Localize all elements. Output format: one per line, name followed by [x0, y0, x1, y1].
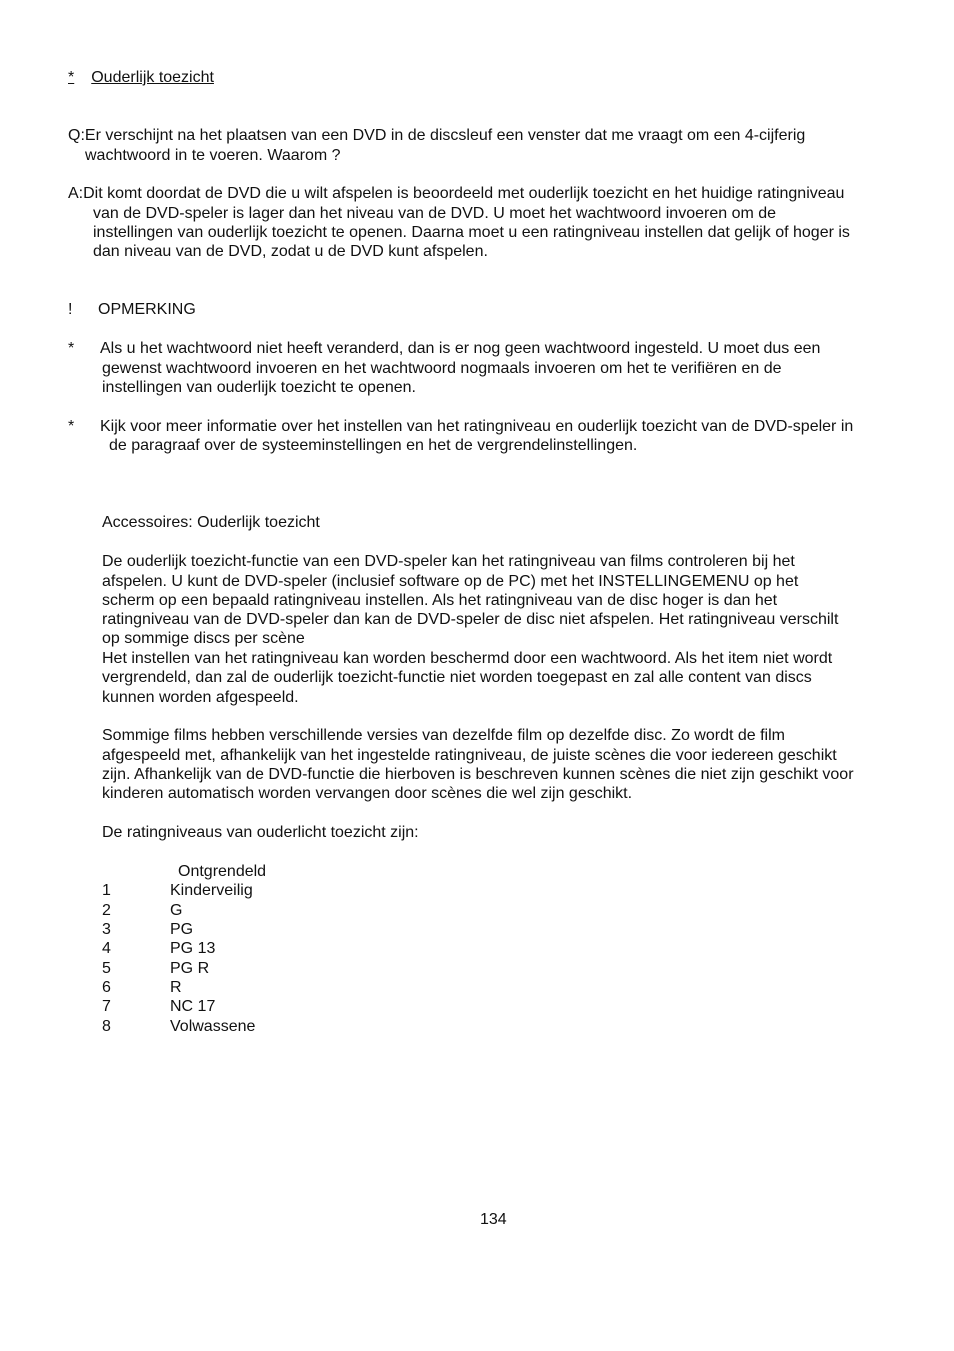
rating-number: 1: [102, 882, 111, 899]
heading-bullet: *: [68, 69, 75, 86]
accessories-title: Accessoires: Ouderlijk toezicht: [102, 514, 320, 531]
rating-label: Kinderveilig: [170, 882, 253, 899]
answer-line-2: van de DVD-speler is lager dan het niveau van de DVD. U moet het wachtwoord invoeren om de: [93, 205, 777, 222]
question-line-2: wachtwoord in te voeren. Waarom ?: [85, 147, 341, 164]
note-item-1-line-1: Als u het wachtwoord niet heeft veranderd, dan is er nog geen wachtwoord ingesteld. U moet dus een: [100, 340, 821, 357]
accessories-p1-line-1: De ouderlijk toezicht-functie van een DVD-speler kan het ratingniveau van films controleren bij het: [102, 553, 795, 570]
note-item-1-line-3: instellingen van ouderlijk toezicht te openen.: [102, 379, 416, 396]
note-item-2-line-2: de paragraaf over de systeeminstellingen en het de vergrendelinstellingen.: [109, 437, 638, 454]
rating-number: 7: [102, 998, 111, 1015]
rating-unlocked: Ontgrendeld: [178, 863, 267, 880]
rating-label: G: [170, 902, 183, 919]
question-line-1: Q:Er verschijnt na het plaatsen van een DVD in de discsleuf een venster dat me vraagt om een 4-cijferig: [68, 127, 806, 144]
rating-number: 2: [102, 902, 111, 919]
note-title: OPMERKING: [98, 301, 196, 318]
page-number: 134: [480, 1211, 507, 1228]
accessories-p2-line-2: afgespeeld met, afhankelijk van het ingestelde ratingniveau, de juiste scènes die voor iedereen geschikt: [102, 747, 837, 764]
levels-intro: De ratingniveaus van ouderlicht toezicht zijn:: [102, 824, 419, 841]
accessories-p1-line-5: op sommige discs per scène: [102, 630, 305, 647]
rating-label: PG: [170, 921, 194, 938]
note-bullet-1: *: [68, 340, 75, 357]
rating-label: R: [170, 979, 182, 996]
accessories-p2-line-3: zijn. Afhankelijk van de DVD-functie die hierboven is beschreven kunnen scènes die niet zijn geschikt voor: [102, 766, 854, 783]
rating-number: 8: [102, 1018, 111, 1035]
rating-number: 5: [102, 960, 111, 977]
rating-label: PG 13: [170, 940, 216, 957]
answer-line-4: dan niveau van de DVD, zodat u de DVD kunt afspelen.: [93, 243, 488, 260]
accessories-p1-line-6: Het instellen van het ratingniveau kan worden beschermd door een wachtwoord. Als het item niet wordt: [102, 650, 833, 667]
note-item-1-line-2: gewenst wachtwoord invoeren en het wachtwoord nogmaals invoeren om het te verifiëren en de: [102, 360, 782, 377]
rating-label: Volwassene: [170, 1018, 256, 1035]
accessories-p2-line-4: kinderen automatisch worden vervangen door scènes die wel zijn geschikt.: [102, 785, 633, 802]
rating-label: NC 17: [170, 998, 216, 1015]
accessories-p1-line-7: vergrendeld, dan zal de ouderlijk toezicht-functie niet worden toegepast en zal alle content van discs: [102, 669, 812, 686]
note-item-2-line-1: Kijk voor meer informatie over het instellen van het ratingniveau en ouderlijk toezicht van de DVD-speler in: [100, 418, 854, 435]
heading-title: Ouderlijk toezicht: [91, 69, 214, 86]
section-heading: [68, 68, 214, 87]
accessories-p1-line-4: ratingniveau van de DVD-speler dan kan de DVD-speler de disc niet afspelen. Het ratingniveau verschilt: [102, 611, 839, 628]
rating-number: 6: [102, 979, 111, 996]
accessories-p1-line-3: scherm op een bepaald ratingniveau instellen. Als het ratingniveau van de disc hoger is dan het: [102, 592, 778, 609]
accessories-p1-line-8: kunnen worden afgespeeld.: [102, 689, 299, 706]
answer-line-3: instellingen van ouderlijk toezicht te openen. Daarna moet u een ratingniveau instellen dat gelijk of hoger is: [93, 224, 850, 241]
rating-number: 3: [102, 921, 111, 938]
accessories-p1-line-2: afspelen. U kunt de DVD-speler (inclusief software op de PC) met het INSTELLINGEMENU op het: [102, 573, 799, 590]
rating-number: 4: [102, 940, 111, 957]
note-bullet-2: *: [68, 418, 75, 435]
rating-label: PG R: [170, 960, 210, 977]
note-symbol: !: [68, 301, 73, 318]
answer-line-1: A:Dit komt doordat de DVD die u wilt afspelen is beoordeeld met ouderlijk toezicht en het huidige ratingniveau: [68, 185, 845, 202]
accessories-p2-line-1: Sommige films hebben verschillende versies van dezelfde film op dezelfde disc. Zo wordt de film: [102, 727, 785, 744]
